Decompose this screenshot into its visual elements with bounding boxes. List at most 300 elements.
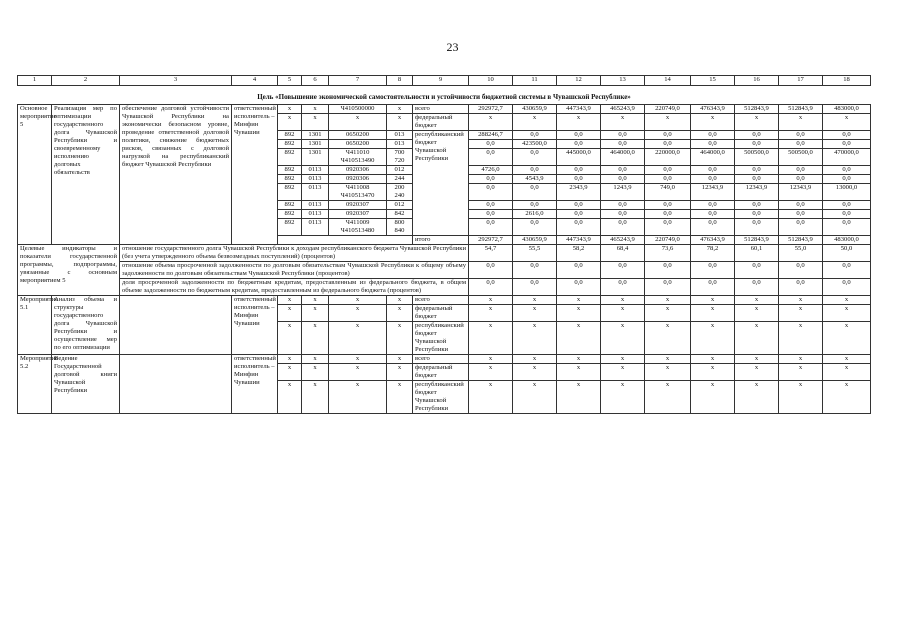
code-cell: x [302,381,329,414]
value-cell: 0,0 [823,131,871,140]
measure-name: Анализ объема и структуры государственного долга Чувашской Республики и осуществление мер по его оптимизации [52,296,120,355]
code-cell: x [278,322,302,355]
measure-label: Мероприятие 5.1 [18,296,52,355]
value-cell: 476343,9 [691,105,735,114]
total-value: 465243,9 [601,236,645,245]
value-cell: 0,0 [779,201,823,210]
column-header: 10 [469,76,513,86]
indicator-value: 58,2 [557,245,601,262]
value-cell: x [691,114,735,131]
value-cell: x [513,355,557,364]
column-header: 4 [232,76,278,86]
indicator-value: 0,0 [645,262,691,279]
indicator-value: 0,0 [823,279,871,296]
code-cell: 0920307 [329,210,387,219]
value-cell: 0,0 [735,166,779,175]
value-cell: 0,0 [645,219,691,236]
value-cell: x [469,296,513,305]
indicator-value: 0,0 [601,279,645,296]
code-cell: x [387,105,413,114]
code-cell: x [302,322,329,355]
value-cell: x [645,296,691,305]
value-cell: x [469,364,513,381]
value-cell: x [557,296,601,305]
code-cell: x [302,114,329,131]
value-cell: x [513,381,557,414]
code-cell: 012 [387,201,413,210]
code-cell: 0650200 [329,131,387,140]
total-value: 483000,0 [823,236,871,245]
value-cell: 0,0 [469,184,513,201]
total-value: 447343,9 [557,236,601,245]
code-cell: x [387,355,413,364]
value-cell: 749,0 [645,184,691,201]
value-cell: x [469,355,513,364]
value-cell: x [779,355,823,364]
code-cell: 0113 [302,166,329,175]
value-cell: 0,0 [823,210,871,219]
value-cell: x [735,322,779,355]
page-number: 23 [446,40,459,54]
value-cell: x [735,381,779,414]
code-cell: x [387,322,413,355]
value-cell: 0,0 [513,149,557,166]
value-cell: 0,0 [513,219,557,236]
value-cell: 0,0 [645,201,691,210]
code-cell: x [302,105,329,114]
funding-source: федеральный бюджет [413,305,469,322]
code-cell: 1301 [302,131,329,140]
code-cell: x [329,322,387,355]
value-cell: 500500,0 [779,149,823,166]
table-row [18,262,871,279]
value-cell: 0,0 [601,175,645,184]
value-cell: x [779,364,823,381]
column-header: 13 [601,76,645,86]
code-cell: 892 [278,140,302,149]
indicator-value: 55,5 [513,245,557,262]
funding-source: республиканский бюджет Чувашской Республики [413,131,469,236]
value-cell: 0,0 [557,166,601,175]
responsible-executor: ответственный исполнитель – Минфин Чувашии [232,296,278,355]
value-cell: x [779,305,823,322]
value-cell: 0,0 [823,175,871,184]
code-cell: 013 [387,131,413,140]
code-cell: x [387,114,413,131]
code-cell: x [329,381,387,414]
value-cell: x [601,305,645,322]
funding-source: всего [413,296,469,305]
code-cell: x [329,305,387,322]
code-cell: 0113 [302,175,329,184]
code-cell: 012 [387,166,413,175]
indicator-value: 78,2 [691,245,735,262]
code-cell: 892 [278,201,302,210]
value-cell: 13000,0 [823,184,871,201]
column-header: 14 [645,76,691,86]
code-cell: x [302,364,329,381]
table-body [18,76,871,414]
value-cell: x [691,305,735,322]
value-cell: 512843,9 [735,105,779,114]
value-cell: 0,0 [735,131,779,140]
value-cell: 0,0 [691,166,735,175]
value-cell: x [645,355,691,364]
indicator-value: 73,6 [645,245,691,262]
value-cell: 430659,9 [513,105,557,114]
funding-source: всего [413,105,469,114]
value-cell: 0,0 [469,210,513,219]
value-cell: 423500,0 [513,140,557,149]
value-cell: x [645,322,691,355]
indicator-value: 0,0 [469,262,513,279]
value-cell: 0,0 [557,201,601,210]
value-cell: x [779,381,823,414]
column-header: 5 [278,76,302,86]
value-cell: x [735,305,779,322]
code-cell: 0650200 [329,140,387,149]
value-cell: 288246,7 [469,131,513,140]
value-cell: 0,0 [645,140,691,149]
indicator-value: 0,0 [557,262,601,279]
value-cell: x [779,296,823,305]
value-cell: x [823,322,871,355]
code-cell [278,236,413,245]
measure-description [120,355,232,414]
table-row [18,245,871,262]
total-value: 430659,9 [513,236,557,245]
value-cell: 4543,9 [513,175,557,184]
table-row [18,296,871,305]
value-cell: 0,0 [513,166,557,175]
code-cell: 700 720 [387,149,413,166]
value-cell: x [601,381,645,414]
code-cell: x [387,364,413,381]
code-cell: Ч411010 Ч410513490 [329,149,387,166]
code-cell: 0920306 [329,166,387,175]
value-cell: 0,0 [735,175,779,184]
indicator-value: 0,0 [601,262,645,279]
measure-label: Мероприятие 5.2 [18,355,52,414]
code-cell: x [278,105,302,114]
value-cell: x [779,114,823,131]
value-cell: 0,0 [735,219,779,236]
value-cell: 0,0 [823,140,871,149]
value-cell: x [557,322,601,355]
code-cell: x [302,305,329,322]
value-cell: x [557,305,601,322]
indicator-value: 0,0 [779,262,823,279]
value-cell: 4726,0 [469,166,513,175]
value-cell: 0,0 [691,210,735,219]
value-cell: 0,0 [779,210,823,219]
value-cell: x [691,355,735,364]
code-cell: x [387,296,413,305]
value-cell: 0,0 [645,210,691,219]
value-cell: 2616,0 [513,210,557,219]
code-cell: x [302,355,329,364]
value-cell: 0,0 [513,131,557,140]
indicator-value: 60,1 [735,245,779,262]
indicator-value: 0,0 [823,262,871,279]
code-cell: x [329,364,387,381]
code-cell: Ч410500000 [329,105,387,114]
value-cell: x [823,364,871,381]
indicator-value: 0,0 [645,279,691,296]
value-cell: x [735,364,779,381]
value-cell: 0,0 [557,175,601,184]
value-cell: 500500,0 [735,149,779,166]
value-cell: 0,0 [601,210,645,219]
value-cell: x [823,355,871,364]
code-cell: 0113 [302,210,329,219]
code-cell: x [387,305,413,322]
code-cell: 013 [387,140,413,149]
value-cell: 0,0 [557,131,601,140]
code-cell: 0113 [302,219,329,236]
indicator-value: 0,0 [691,262,735,279]
indicators-label: Целевые индикаторы и показатели государственной программы, подпрограммы, увязанные с основным мероприятием 5 [18,245,120,296]
column-header: 17 [779,76,823,86]
code-cell: Ч411008 Ч410513470 [329,184,387,201]
column-header: 8 [387,76,413,86]
goal-row [18,90,871,105]
code-cell: 200 240 [387,184,413,201]
value-cell: 0,0 [557,140,601,149]
value-cell: 0,0 [513,184,557,201]
value-cell: x [557,114,601,131]
indicator-name: отношение государственного долга Чувашской Республики к доходам республиканского бюджета Чувашской Республики (без учета утвержденного объема безвозмездных поступлений) (процентов) [120,245,469,262]
value-cell: 0,0 [601,166,645,175]
value-cell: x [735,114,779,131]
total-label: итого [413,236,469,245]
value-cell: 0,0 [823,166,871,175]
funding-source: республиканский бюджет Чувашской Республики [413,381,469,414]
value-cell: 0,0 [823,219,871,236]
code-cell: x [302,296,329,305]
code-cell: x [329,114,387,131]
code-cell: 892 [278,131,302,140]
value-cell: x [823,296,871,305]
value-cell: x [691,381,735,414]
value-cell: 0,0 [645,131,691,140]
value-cell: 0,0 [469,149,513,166]
value-cell: 447343,9 [557,105,601,114]
indicator-name: отношение объема просроченной задолженности по долговым обязательствам Чувашской Республики к общему объему задолженности по долговым обязательствам Чувашской Республики (процентов) [120,262,469,279]
value-cell: 0,0 [691,219,735,236]
code-cell: 0920307 [329,201,387,210]
value-cell: x [645,364,691,381]
code-cell: Ч411009 Ч410513480 [329,219,387,236]
indicator-value: 0,0 [735,262,779,279]
value-cell: x [557,381,601,414]
value-cell: 0,0 [691,175,735,184]
value-cell: 0,0 [735,210,779,219]
measure-name: Реализация мер по оптимизации государственного долга Чувашской Республики и своевременному исполнению долговых обязательств [52,105,120,245]
indicator-value: 0,0 [557,279,601,296]
value-cell: 12343,9 [735,184,779,201]
value-cell: x [513,364,557,381]
value-cell: 220000,0 [645,149,691,166]
indicator-value: 68,4 [601,245,645,262]
column-header: 18 [823,76,871,86]
measure-description: обеспечение долговой устойчивости Чувашской Республики на экономически безопасном уровне, проведение ответственной долговой политики, снижение бюджетных рисков, связанных с долговой нагрузкой на республиканский бюджет Чувашской Республики [120,105,232,245]
total-value: 512843,9 [779,236,823,245]
code-cell: 892 [278,175,302,184]
value-cell: x [513,322,557,355]
code-cell: 892 [278,166,302,175]
total-value: 220749,0 [645,236,691,245]
value-cell: 292972,7 [469,105,513,114]
code-cell: 892 [278,184,302,201]
indicator-name: доля просроченной задолженности по бюджетным кредитам, предоставленным из федерального бюджета, в общем объеме задолженности по бюджетным кредитам, предоставленным из федерального бюджета (процентов) [120,279,469,296]
code-cell: 892 [278,210,302,219]
total-value: 292972,7 [469,236,513,245]
value-cell: x [645,305,691,322]
funding-source: республиканский бюджет Чувашской Республики [413,322,469,355]
value-cell: 12343,9 [779,184,823,201]
indicator-value: 0,0 [691,279,735,296]
code-cell: 892 [278,219,302,236]
value-cell: x [823,305,871,322]
value-cell: 470000,0 [823,149,871,166]
value-cell: 0,0 [691,131,735,140]
column-header: 3 [120,76,232,86]
value-cell: 0,0 [469,219,513,236]
code-cell: 892 [278,149,302,166]
column-header: 9 [413,76,469,86]
value-cell: 0,0 [779,175,823,184]
value-cell: x [691,364,735,381]
indicator-value: 54,7 [469,245,513,262]
value-cell: x [601,364,645,381]
value-cell: 464000,0 [691,149,735,166]
value-cell: x [513,114,557,131]
code-cell: x [278,305,302,322]
value-cell: 0,0 [691,201,735,210]
value-cell: 0,0 [823,201,871,210]
table-row [18,279,871,296]
value-cell: x [823,114,871,131]
code-cell: x [329,355,387,364]
column-header: 12 [557,76,601,86]
value-cell: 0,0 [779,166,823,175]
code-cell: 1301 [302,149,329,166]
value-cell: 220749,0 [645,105,691,114]
value-cell: 0,0 [601,201,645,210]
value-cell: x [691,322,735,355]
value-cell: x [735,355,779,364]
value-cell: 0,0 [557,219,601,236]
value-cell: x [601,355,645,364]
value-cell: x [557,364,601,381]
value-cell: x [601,322,645,355]
measure-label: Основное мероприятие 5 [18,105,52,245]
column-header: 2 [52,76,120,86]
value-cell: 2343,9 [557,184,601,201]
code-cell: x [329,296,387,305]
code-cell: x [387,381,413,414]
code-cell: 842 [387,210,413,219]
indicator-value: 0,0 [469,279,513,296]
value-cell: 0,0 [469,175,513,184]
table-row [18,105,871,114]
indicator-value: 0,0 [779,279,823,296]
value-cell: 0,0 [779,219,823,236]
value-cell: 512843,9 [779,105,823,114]
value-cell: 483000,0 [823,105,871,114]
responsible-executor: ответственный исполнитель – Минфин Чувашии [232,355,278,414]
value-cell: 445000,0 [557,149,601,166]
value-cell: 0,0 [645,175,691,184]
value-cell: x [513,296,557,305]
measure-name: Ведение Государственной долговой книги Чувашской Республики [52,355,120,414]
total-value: 476343,9 [691,236,735,245]
value-cell: x [691,296,735,305]
value-cell: 0,0 [645,166,691,175]
funding-source: всего [413,355,469,364]
code-cell: 800 840 [387,219,413,236]
goal-text: Цель «Повышение экономической самостоятельности и устойчивости бюджетной системы в Чувашской Республике» [257,93,631,101]
value-cell: x [645,381,691,414]
value-cell: 0,0 [601,140,645,149]
value-cell: 464000,0 [601,149,645,166]
value-cell: x [735,296,779,305]
indicator-value: 0,0 [513,262,557,279]
value-cell: 0,0 [469,201,513,210]
code-cell: x [278,364,302,381]
value-cell: x [645,114,691,131]
column-header: 7 [329,76,387,86]
value-cell: 0,0 [601,131,645,140]
value-cell: 0,0 [735,201,779,210]
column-header: 11 [513,76,557,86]
code-cell: x [278,296,302,305]
indicator-value: 0,0 [513,279,557,296]
value-cell: x [469,114,513,131]
indicator-value: 50,0 [823,245,871,262]
code-cell: 0920306 [329,175,387,184]
indicator-value: 0,0 [735,279,779,296]
column-header: 16 [735,76,779,86]
value-cell: 0,0 [735,140,779,149]
value-cell: 1243,9 [601,184,645,201]
value-cell: 0,0 [557,210,601,219]
total-value: 512843,9 [735,236,779,245]
value-cell: x [469,305,513,322]
code-cell: x [278,381,302,414]
value-cell: 465243,9 [601,105,645,114]
code-cell: 1301 [302,140,329,149]
code-cell: x [278,114,302,131]
value-cell: x [601,114,645,131]
code-cell: 244 [387,175,413,184]
value-cell: x [823,381,871,414]
column-header: 15 [691,76,735,86]
value-cell: x [513,305,557,322]
value-cell: 0,0 [779,131,823,140]
value-cell: x [469,322,513,355]
value-cell: 0,0 [691,140,735,149]
budget-table [17,75,871,414]
header-row [18,76,871,86]
value-cell: x [779,322,823,355]
value-cell: 0,0 [601,219,645,236]
value-cell: x [601,296,645,305]
indicator-value: 55,0 [779,245,823,262]
code-cell: 0113 [302,184,329,201]
code-cell: 0113 [302,201,329,210]
